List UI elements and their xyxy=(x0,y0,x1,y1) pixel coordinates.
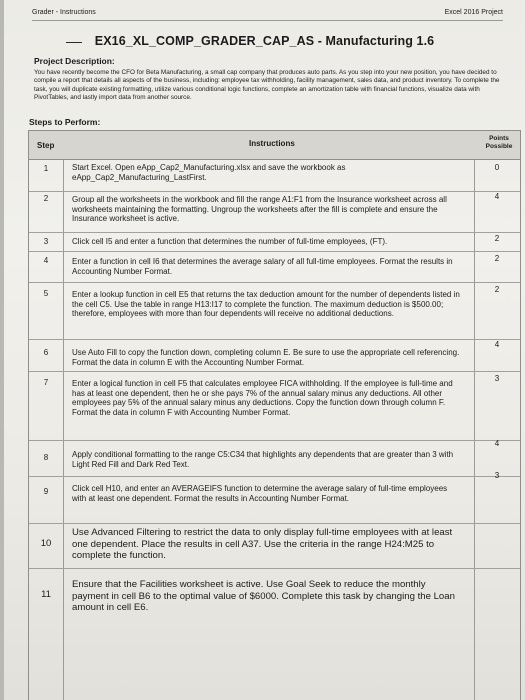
table-row xyxy=(29,471,520,524)
table-row xyxy=(29,252,520,283)
step-number: 11 xyxy=(41,589,51,600)
header-left-text: Grader - Instructions xyxy=(32,9,96,16)
step-points: 0 xyxy=(494,163,500,172)
project-description-text: You have recently become the CFO for Beta Manufacturing, a small cap company that produces auto parts. As you step into your new position, you have decided to compile a report that details all aspects of the business, including: employee tax withholding, facility management, sales data, and product inventory. To complete the task, you will duplicate existing formatting, utilize various conditional logic functions, complete an amortization table with financial functions, visualize data with PivotTables, and lastly import data from another source. xyxy=(34,69,500,101)
header-instructions: Instructions xyxy=(249,139,295,148)
step-instruction: Enter a logical function in cell F5 that calculates employee FICA withholding. If the employee is full-time and has at least one dependent, then he or she pays 7% of the annual salary minus any deductions. All other employees pay 5% of the annual salary minus any deductions. Copy the function down through column F. Format the data in column F with Accounting Number Format. xyxy=(72,379,453,417)
document-page xyxy=(4,0,525,700)
table-row xyxy=(29,569,520,700)
step-number: 1 xyxy=(43,164,49,173)
table-row xyxy=(29,372,520,441)
step-number: 9 xyxy=(43,487,49,496)
header-right-text: Excel 2016 Project xyxy=(444,9,503,16)
step-points: 2 xyxy=(494,234,500,243)
step-number: 5 xyxy=(43,289,49,298)
step-instruction: Enter a lookup function in cell E5 that returns the tax deduction amount for the number of dependents listed in the cell C5. Use the table in range H13:I17 to complete the function. The maximum deduction is $500.00; therefore, employees with more than four dependents will receive no additional deductions. xyxy=(72,290,460,319)
step-instruction: Enter a function in cell I6 that determines the average salary of all full-time employees. Format the results in Accounting Number Format. xyxy=(72,257,453,276)
table-row xyxy=(29,283,520,340)
step-points: 4 xyxy=(494,340,500,349)
steps-table xyxy=(28,130,521,700)
table-row xyxy=(29,233,520,252)
step-points: 2 xyxy=(494,285,500,294)
header-points: Points Possible xyxy=(485,135,513,150)
step-instruction: Start Excel. Open eApp_Cap2_Manufacturing.xlsx and save the workbook as eApp_Cap2_Manufacturing_LastFirst. xyxy=(72,163,346,182)
step-number: 3 xyxy=(43,237,49,246)
table-header xyxy=(29,131,520,160)
step-number: 4 xyxy=(43,256,49,265)
step-points: 2 xyxy=(494,254,500,263)
step-points: 3 xyxy=(494,471,500,480)
document-title: EX16_XL_COMP_GRADER_CAP_AS - Manufacturing 1.6 xyxy=(94,34,435,48)
step-number: 8 xyxy=(43,453,49,462)
project-description-label: Project Description: xyxy=(34,56,115,66)
step-points: 3 xyxy=(494,374,500,383)
step-instruction: Click cell H10, and enter an AVERAGEIFS function to determine the average salary of full-time employees with at least one dependent. Format the results in Accounting Number Format. xyxy=(72,484,448,503)
step-number: 7 xyxy=(43,378,49,387)
step-points: 4 xyxy=(494,439,500,448)
step-instruction: Use Auto Fill to copy the function down, completing column E. Be sure to use the appropriate cell referencing. Format the data in column E with the Accounting Number Format. xyxy=(72,348,460,367)
header-step: Step xyxy=(37,141,55,150)
table-row xyxy=(29,192,520,233)
step-instruction: Use Advanced Filtering to restrict the data to only display full-time employees with at least one dependent. Place the results in cell A37. Use the criteria in the range H24:M25 to complete the function. xyxy=(72,527,453,562)
step-instruction: Click cell I5 and enter a function that determines the number of full-time employees, (FT). xyxy=(72,237,388,246)
step-number: 6 xyxy=(43,348,49,357)
step-instruction: Group all the worksheets in the workbook and fill the range A1:F1 from the Insurance worksheet across all worksheets maintaining the formatting. Ungroup the worksheets after the fill is complete and ensure the Insurance worksheet is active. xyxy=(72,195,447,224)
table-row xyxy=(29,524,520,569)
steps-label: Steps to Perform: xyxy=(29,117,101,127)
step-number: 2 xyxy=(43,194,49,203)
page-header xyxy=(32,8,503,21)
step-number: 10 xyxy=(40,538,52,549)
table-row xyxy=(29,441,520,477)
step-instruction: Apply conditional formatting to the range C5:C34 that highlights any dependents that are greater than 3 with Light Red Fill and Dark Red Text. xyxy=(72,450,454,469)
table-row xyxy=(29,160,520,192)
step-points: 4 xyxy=(494,192,500,201)
table-row xyxy=(29,340,520,372)
step-instruction: Ensure that the Facilities worksheet is active. Use Goal Seek to reduce the monthly payment in cell B6 to the optimal value of $6000. Complete this task by changing the Loan amount in cell E6. xyxy=(72,579,455,614)
